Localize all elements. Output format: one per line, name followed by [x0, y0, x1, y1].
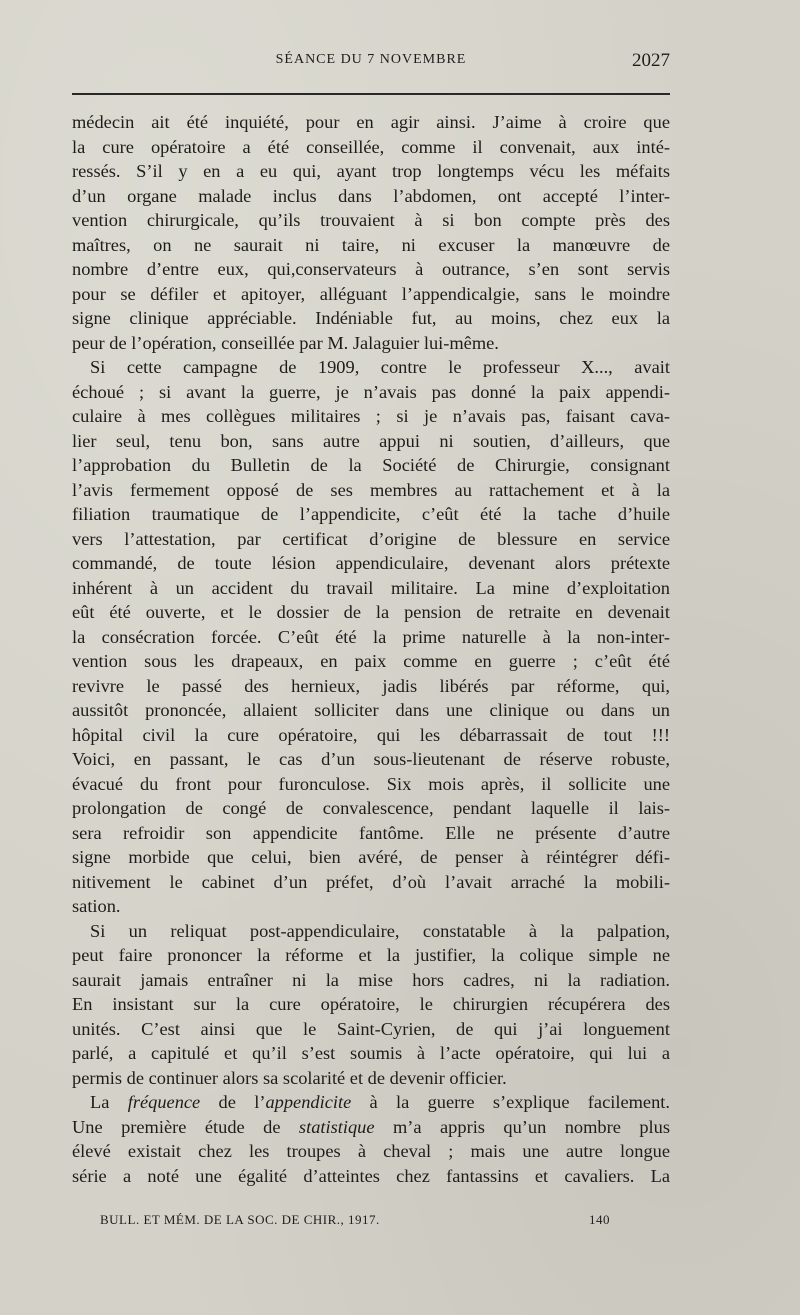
text-line: série a noté une égalité d’atteintes chez fantassins et cavaliers. La [72, 1165, 670, 1186]
text-line: filiation traumatique de l’appendicite, c’eût été la tache d’huile [72, 504, 670, 524]
italic-term: appendicite [265, 1092, 352, 1112]
text-line: Si cette campagne de 1909, contre le professeur X..., avait [90, 357, 670, 377]
text-line: l’avis fermement opposé de ses membres au rattachement et à la [72, 479, 670, 500]
text-line: inhérent à un accident du travail militaire. La mine d’exploitation [72, 577, 670, 598]
text-line: unités. C’est ainsi que le Saint-Cyrien, de qui j’ai longuement [72, 1018, 670, 1039]
text-line: aussitôt prononcée, allaient solliciter dans une clinique ou dans un [72, 700, 670, 720]
text-line: commandé, de toute lésion appendiculaire, devenant alors prétexte [72, 553, 670, 573]
text-line: vention chirurgicale, qu’ils trouvaient à si bon compte près des [72, 210, 670, 230]
text-line [72, 1090, 670, 1115]
text-line: lier seul, tenu bon, sans autre appui ni soutien, d’ailleurs, que [72, 430, 670, 451]
text-line: vers l’attestation, par certificat d’origine de blessure en service [72, 528, 670, 549]
text-line: Voici, en passant, le cas d’un sous-lieutenant de réserve robuste, [72, 749, 670, 769]
text-line: la cure opératoire a été conseillée, comme il convenait, aux inté- [72, 136, 670, 157]
text-run: La [90, 1092, 128, 1112]
header-rule [72, 93, 670, 95]
running-head: SÉANCE DU 7 NOVEMBRE [275, 52, 467, 67]
page-number: 2027 [632, 50, 670, 71]
text-line: culaire à mes collègues militaires ; si je n’avais pas, faisant cava- [72, 406, 670, 426]
text-line: évacué du front pour furonculose. Six mois après, il sollicite une [72, 773, 670, 794]
text-line: peut faire prononcer la réforme et la justifier, la colique simple ne [72, 945, 670, 965]
italic-term: statistique [298, 1116, 375, 1137]
text-line: Si un reliquat post-appendiculaire, constatable à la palpation, [90, 920, 670, 941]
text-line: signe clinique appréciable. Indéniable fut, au moins, chez eux la [72, 308, 670, 328]
text-line: permis de continuer alors sa scolarité et de devenir officier. [72, 1067, 507, 1088]
text-line: sera refroidir son appendicite fantôme. Elle ne présente d’autre [72, 822, 670, 843]
text-line: l’approbation du Bulletin de la Société de Chirurgie, consignant [72, 455, 670, 475]
text-run: de l’ [200, 1092, 266, 1112]
text-line: saurait jamais entraîner ni la mise hors cadres, ni la radiation. [72, 969, 670, 990]
text-line: nitivement le cabinet d’un préfet, d’où l’avait arraché la mobili- [72, 871, 670, 892]
body-text [72, 110, 670, 1188]
text-line: prolongation de congé de convalescence, pendant laquelle il lais- [72, 798, 670, 818]
text-line: parlé, a capitulé et qu’il s’est soumis à l’acte opératoire, qui lui a [72, 1043, 670, 1063]
page-footer [100, 1212, 610, 1234]
text-line: vention sous les drapeaux, en paix comme en guerre ; c’eût été [72, 651, 670, 671]
text-line: maîtres, on ne saurait ni taire, ni excuser la manœuvre de [72, 234, 670, 255]
text-line [72, 1115, 670, 1140]
text-line: sation. [72, 896, 121, 916]
text-line: peur de l’opération, conseillée par M. Jalaguier lui-même. [72, 332, 499, 353]
text-line: nombre d’entre eux, qui,conservateurs à outrance, s’en sont servis [72, 259, 670, 279]
text-line: signe morbide que celui, bien avéré, de penser à réintégrer défi- [72, 847, 670, 867]
text-line: En insistant sur la cure opératoire, le chirurgien récupérera des [72, 994, 670, 1014]
text-line: élevé existait chez les troupes à cheval ; mais une autre longue [72, 1141, 670, 1161]
text-line: hôpital civil la cure opératoire, qui les débarrassait de tout !!! [72, 724, 670, 745]
text-line: échoué ; si avant la guerre, je n’avais pas donné la paix appendi- [72, 381, 670, 402]
text-run: à la guerre s’explique facilement. [351, 1092, 670, 1112]
text-line: pour se défiler et apitoyer, alléguant l’appendicalgie, sans le moindre [72, 283, 670, 304]
signature-number: 140 [589, 1212, 610, 1227]
text-line: la consécration forcée. C’eût été la prime naturelle à la non-inter- [72, 626, 670, 647]
text-line: ressés. S’il y en a eu qui, ayant trop longtemps vécu les méfaits [72, 161, 670, 181]
footer-signature: BULL. ET MÉM. DE LA SOC. DE CHIR., 1917. [100, 1212, 380, 1227]
text-line: médecin ait été inquiété, pour en agir ainsi. J’aime à croire que [72, 112, 670, 132]
text-line: revivre le passé des hernieux, jadis libérés par réforme, qui, [72, 675, 670, 696]
text-run: m’a appris qu’un nombre plus [374, 1116, 671, 1137]
page-header [72, 52, 670, 80]
text-line: eût été ouverte, et le dossier de la pension de retraite en devenait [72, 602, 670, 622]
italic-term: fréquence [127, 1092, 201, 1112]
text-run: Une première étude de [72, 1116, 299, 1137]
text-line: d’un organe malade inclus dans l’abdomen, ont accepté l’inter- [72, 185, 670, 206]
